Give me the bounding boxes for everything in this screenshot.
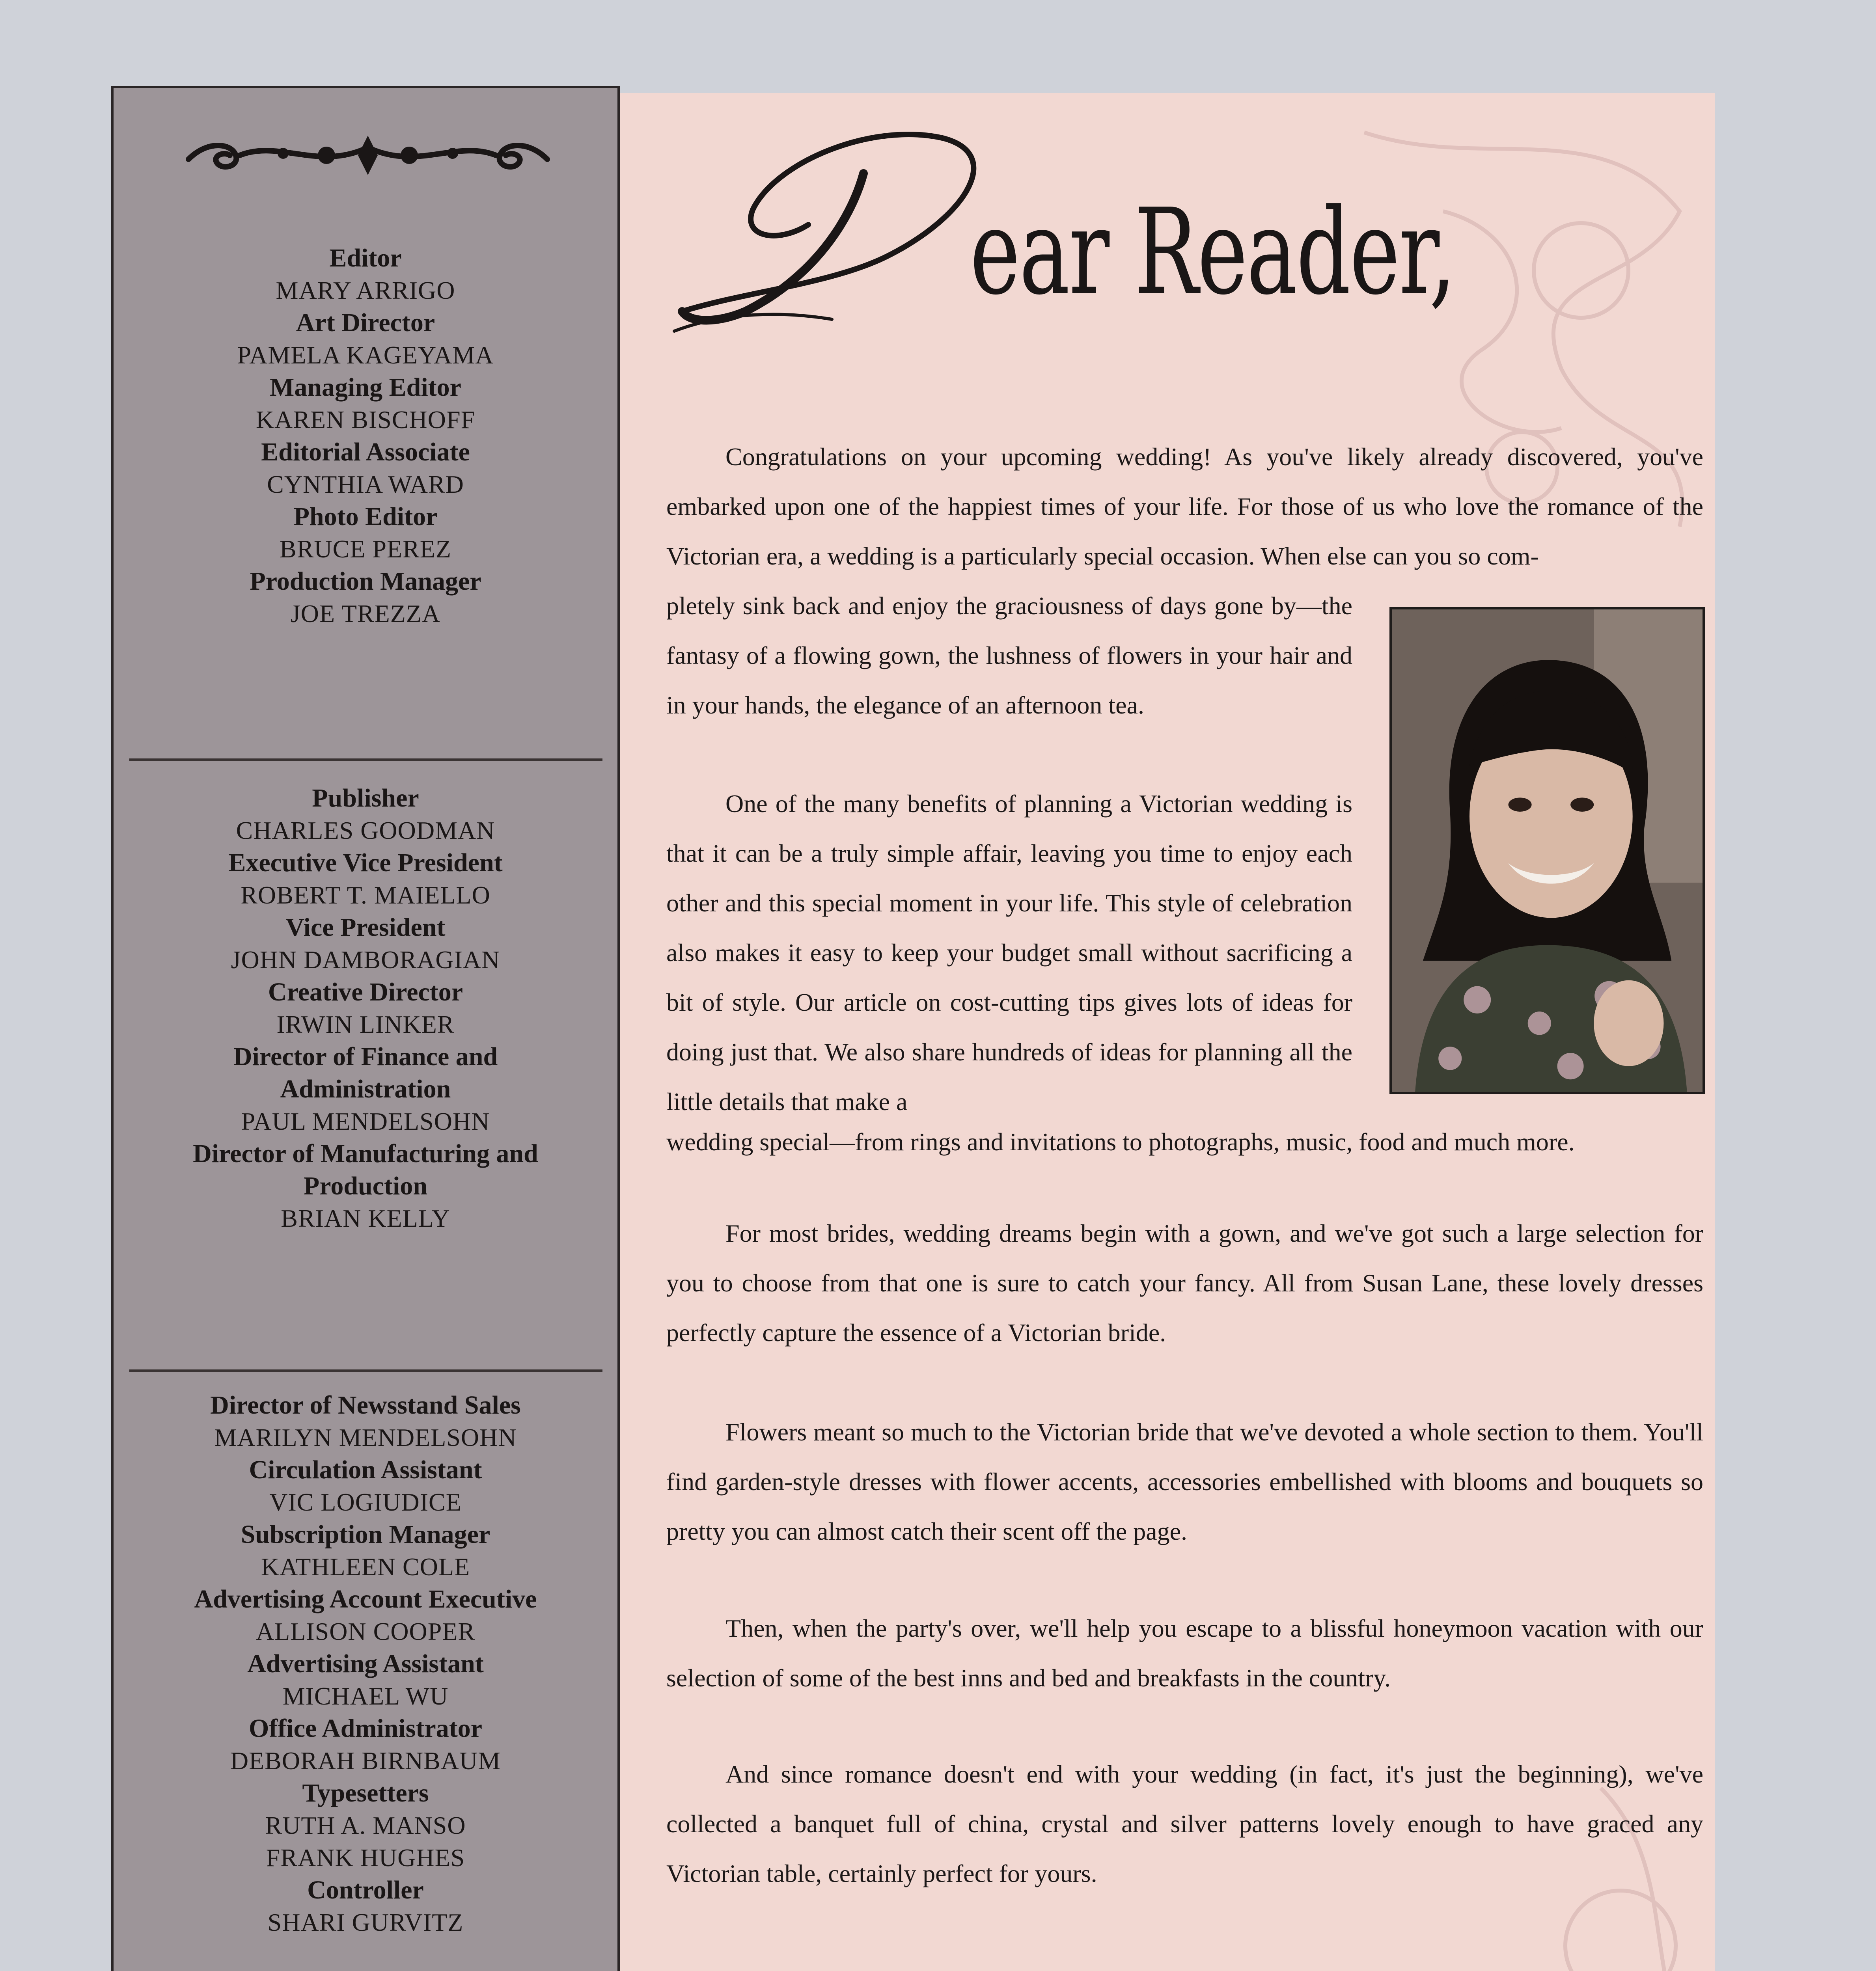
role-typesetters: Typesetters <box>302 1779 429 1807</box>
role-director-finance: Director of Finance and Administration <box>233 1042 498 1103</box>
role-circulation-assistant: Circulation Assistant <box>249 1455 482 1484</box>
divider <box>129 758 602 761</box>
paragraph-1: Congratulations on your upcoming wedding! As you've likely already discovered, you've embarked upon one of the happiest times of your life. For those of us who love the romance of the Victorian era, a wedding is a particularly special occasion. When else can you so com- <box>666 443 1703 570</box>
divider <box>129 1369 602 1372</box>
letter-heading <box>666 126 1652 347</box>
role-office-administrator: Office Administrator <box>248 1714 483 1743</box>
role-editorial-associate: Editorial Associate <box>261 438 470 466</box>
person-name: PAMELA KAGEYAMA <box>237 341 494 369</box>
editor-photo <box>1389 607 1705 1094</box>
person-name: CHARLES GOODMAN <box>236 816 495 844</box>
person-name: MARY ARRIGO <box>276 276 455 304</box>
heading-initial <box>647 110 651 347</box>
role-advertising-assistant: Advertising Assistant <box>247 1649 484 1678</box>
person-name: IRWIN LINKER <box>276 1010 455 1038</box>
role-managing-editor: Managing Editor <box>270 373 461 402</box>
person-name: MARILYN MENDELSOHN <box>214 1423 517 1451</box>
person-name: DEBORAH BIRNBAUM <box>230 1747 501 1775</box>
editorial-staff-list <box>114 242 617 630</box>
role-subscription-manager: Subscription Manager <box>241 1520 490 1549</box>
scroll-ornament-top <box>177 132 559 179</box>
paragraph-3: For most brides, wedding dreams begin with a gown, and we've got such a large selection for you to choose from that one is sure to catch your fancy. All from Susan Lane, these lovely dresses perfectly capture the essence of a Victorian bride. <box>666 1219 1703 1347</box>
role-newsstand-sales: Director of Newsstand Sales <box>210 1391 521 1420</box>
paragraph-1-wrap: pletely sink back and enjoy the graciousness of days gone by—the fantasy of a flowing gown, the lushness of flowers in your hair and in your hands, the elegance of an afternoon tea. <box>666 592 1352 719</box>
person-name: KATHLEEN COLE <box>261 1553 470 1581</box>
paragraph-6: And since romance doesn't end with your wedding (in fact, it's just the beginning), we've collected a banquet full of china, crystal and silver patterns lovely enough to have graced any Victorian table, certainly perfect for yours. <box>666 1760 1703 1887</box>
role-art-director: Art Director <box>296 308 435 337</box>
person-name: JOE TREZZA <box>290 600 441 628</box>
role-editor: Editor <box>329 244 402 272</box>
person-name: KAREN BISCHOFF <box>255 406 476 434</box>
role-advertising-account-executive: Advertising Account Executive <box>194 1585 537 1613</box>
person-name: MICHAEL WU <box>282 1682 449 1710</box>
role-creative-director: Creative Director <box>268 978 463 1006</box>
paragraph-2: One of the many benefits of planning a Victorian wedding is that it can be a truly simple affair, leaving you time to enjoy each other and this special moment in your life. This style of celebration also makes it easy to keep your budget small without sacrificing a bit of style. Our article on cost-cutting tips gives lots of ideas for doing just that. We also share hundreds of ideas for planning all the little details that make a <box>666 790 1352 1116</box>
paragraph-5: Then, when the party's over, we'll help you escape to a blissful honeymoon vacation with our selection of some of the best inns and bed and breakfasts in the country. <box>666 1614 1703 1692</box>
sales-staff-list <box>114 1389 617 1939</box>
person-name: VIC LOGIUDICE <box>269 1488 462 1516</box>
role-executive-vice-president: Executive Vice President <box>228 848 503 877</box>
role-photo-editor: Photo Editor <box>293 502 438 531</box>
person-name: JOHN DAMBORAGIAN <box>231 946 500 974</box>
person-name: ALLISON COOPER <box>255 1617 476 1645</box>
role-production-manager: Production Manager <box>250 567 481 596</box>
person-name: PAUL MENDELSOHN <box>241 1107 490 1135</box>
person-name: SHARI GURVITZ <box>267 1908 464 1936</box>
person-name: ROBERT T. MAIELLO <box>241 881 490 909</box>
role-controller: Controller <box>307 1876 424 1904</box>
paragraph-2-wrap: wedding special—from rings and invitations to photographs, music, food and much more. <box>666 1128 1575 1156</box>
script-capital-d <box>666 126 1021 347</box>
role-director-manufacturing: Director of Manufacturing and Production <box>193 1139 538 1200</box>
person-name: FRANK HUGHES <box>266 1844 465 1872</box>
role-vice-president: Vice President <box>285 913 446 942</box>
editor-portrait-image <box>1392 609 1703 1092</box>
person-name: BRIAN KELLY <box>281 1204 450 1232</box>
paragraph-4: Flowers meant so much to the Victorian bride that we've devoted a whole section to them. You'll find garden-style dresses with flower accents, accessories embellished with blooms and bouquets so pretty you can almost catch their scent off the page. <box>666 1418 1703 1545</box>
person-name: RUTH A. MANSO <box>265 1811 466 1839</box>
person-name: BRUCE PEREZ <box>280 535 451 563</box>
page-title: ear Reader, <box>970 183 1455 321</box>
business-staff-list <box>114 782 617 1235</box>
person-name: CYNTHIA WARD <box>267 470 464 498</box>
role-publisher: Publisher <box>312 784 419 812</box>
masthead-panel <box>111 86 620 1971</box>
